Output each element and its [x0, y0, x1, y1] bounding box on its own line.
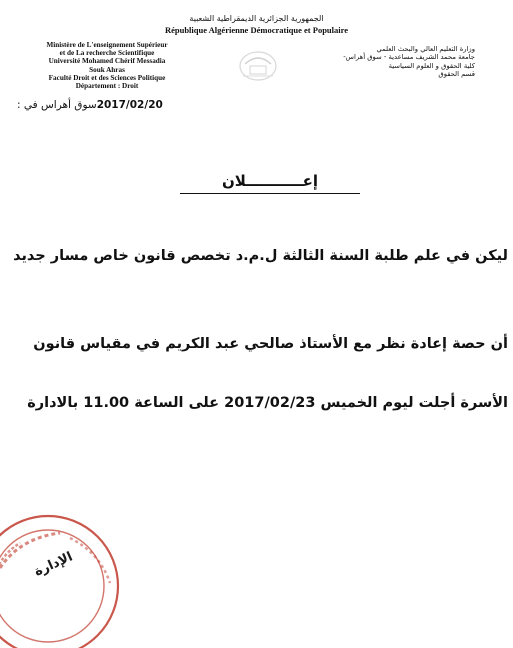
- notice-body-line-3: الأسرة أجلت ليوم الخميس 2017/02/23 على الساعة 11.00 بالادارة: [27, 395, 508, 411]
- institution-line: Faculté Droit et des Sciences Politique: [48, 73, 166, 82]
- institution-line: Département : Droit: [75, 82, 139, 91]
- republic-title-french: République Algérienne Démocratique et Populaire: [164, 25, 349, 35]
- institution-block-french: [22, 41, 192, 90]
- date-value: 2017/02/20: [96, 99, 163, 111]
- notice-body-line-1: ليكن في علم طلبة السنة الثالثة ل.م.د تخصص قانون خاص مسار جديد: [13, 248, 508, 264]
- institution-block-arabic: [325, 45, 475, 79]
- date-label: سوق أهراس في :: [17, 99, 97, 111]
- notice-body-line-2: أن حصة إعادة نظر مع الأستاذ صالحي عبد الكريم في مقياس قانون: [33, 336, 508, 352]
- official-stamp-icon: [0, 498, 135, 648]
- notice-title: إعـــــــــــلان: [222, 172, 318, 190]
- republic-title-arabic: الجمهورية الجزائرية الديمقراطية الشعبية: [189, 14, 324, 23]
- university-logo-icon: [233, 44, 283, 86]
- institution-line: Souk Ahras: [89, 65, 125, 74]
- institution-line: Ministère de L'enseignement Supérieur: [46, 41, 168, 49]
- institution-line-arabic: قسم الحقوق: [438, 70, 475, 79]
- institution-line-arabic: جامعة محمد الشريف مساعدية - سوق أهراس-: [343, 53, 475, 62]
- institution-line-arabic: وزارة التعليم العالي والبحث العلمي: [376, 45, 475, 53]
- institution-line: et de La recherche Scientifique: [59, 49, 155, 58]
- stamp-label: الإدارة: [32, 549, 76, 580]
- institution-line: Université Mohamed Chérif Messadia: [48, 57, 166, 66]
- institution-line-arabic: كلية الحقوق و العلوم السياسية: [388, 61, 475, 70]
- title-underline: [180, 193, 360, 194]
- date-line: [14, 99, 163, 111]
